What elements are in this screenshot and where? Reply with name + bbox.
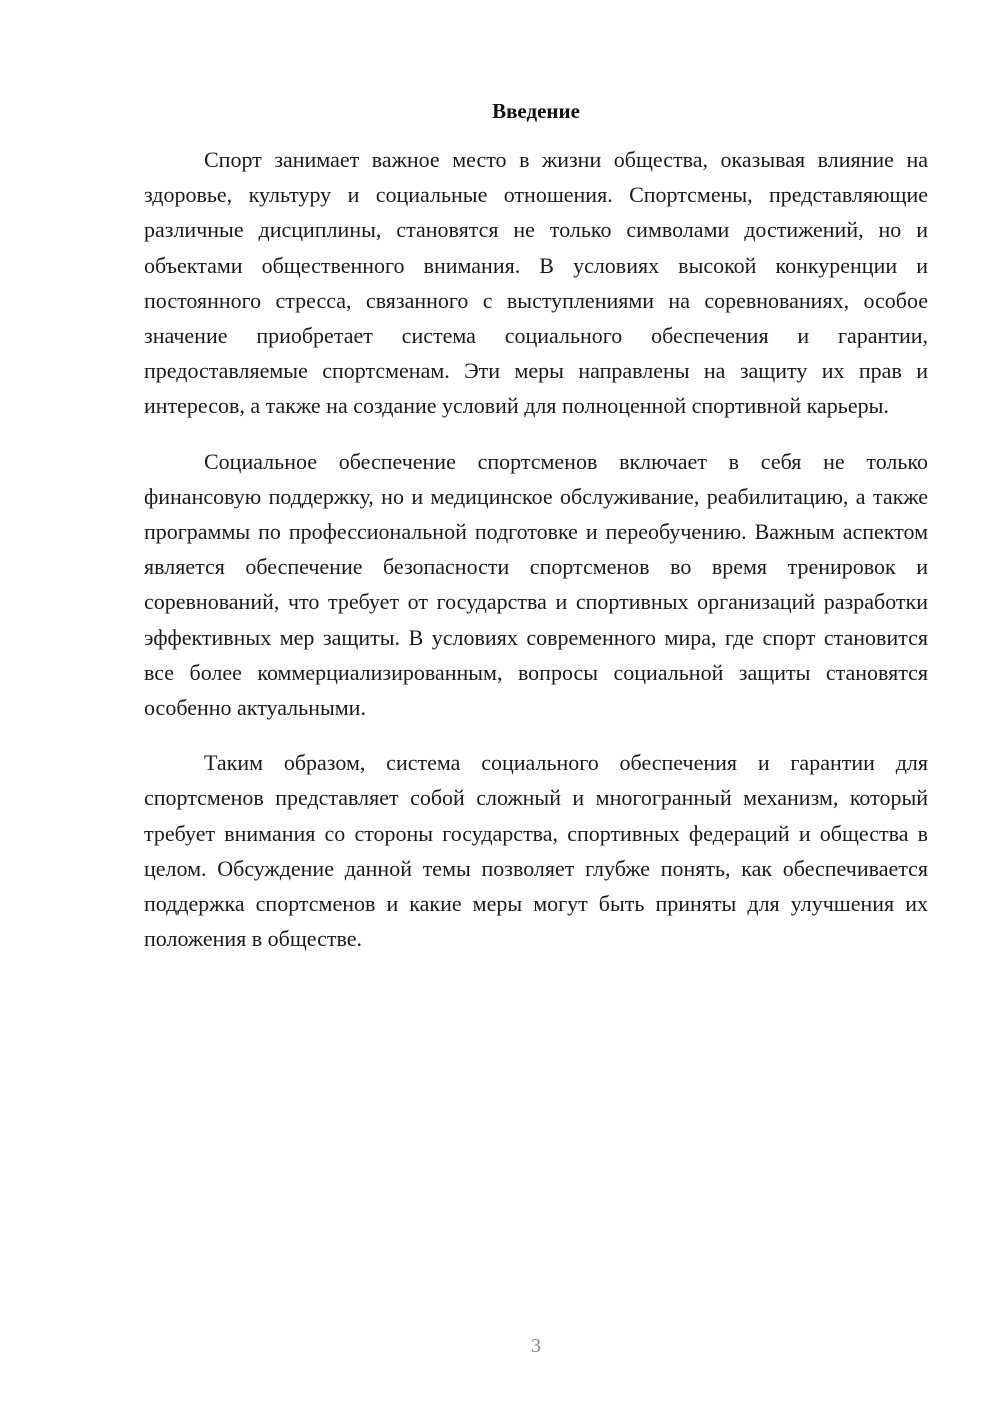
paragraph-2: Социальное обеспечение спортсменов включает в себя не только финансовую поддержку, но и медицинское обслуживание, реабилитацию, а также программы по профессиональной подготовке и переобучению. Важным аспектом является обеспечение безопасности спортсменов во время тренировок и соревнований, что требует от государства и спортивных организаций разработки эффективных мер защиты. В условиях современного мира, где спорт становится все более коммерциализированным, вопросы социальной защиты становятся особенно актуальными. xyxy=(144,448,928,721)
page-number: 3 xyxy=(531,1335,541,1357)
paragraph-1: Спорт занимает важное место в жизни общества, оказывая влияние на здоровье, культуру и социальные отношения. Спортсмены, представляющие различные дисциплины, становятся не только символами достижений, но и объектами общественного внимания. В условиях высокой конкуренции и постоянного стресса, связанного с выступлениями на соревнованиях, особое значение приобретает система социального обеспечения и гарантии, предоставляемые спортсменам. Эти меры направлены на защиту их прав и интересов, а также на создание условий для полноценной спортивной карьеры. xyxy=(144,147,928,419)
paragraph-3: Таким образом, система социального обеспечения и гарантии для спортсменов представляет собой сложный и многогранный механизм, который требует внимания со стороны государства, спортивных федераций и общества в целом. Обсуждение данной темы позволяет глубже понять, как обеспечивается поддержка спортсменов и какие меры могут быть приняты для улучшения их положения в обществе. xyxy=(144,750,928,952)
section-heading: Введение xyxy=(492,99,580,123)
body-text xyxy=(144,142,928,976)
